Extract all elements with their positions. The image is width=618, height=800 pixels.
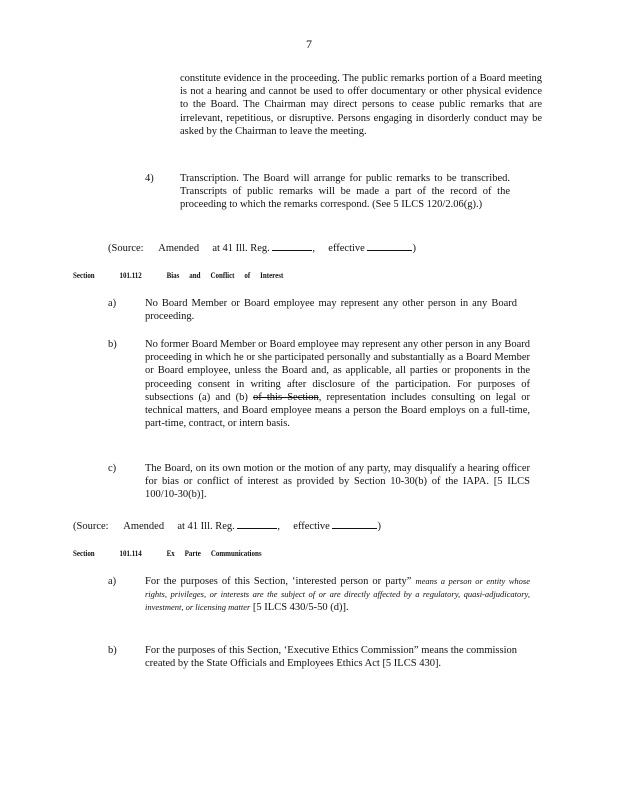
ex-parte-a-italic: means a person or entity whose rights, privileges, or interests are the subject of or are directly affected by a regulatory, quasi-adjudicatory, investment, or licensing matter	[145, 576, 531, 613]
ex-parte-a-text	[145, 575, 530, 615]
subsection-b-part1: No former Board Member or Board employee may represent any other person in any Board proceeding in which he or she participated personally and substantially as a Board Member or Board employee, unless the Board and, as applicable, all parties or proponents in the proceeding consent in writing after disclosure of the participation. For purposes of subsections (a) and (b)	[145, 339, 530, 403]
subsection-b-label: b)	[108, 339, 117, 350]
source-amended: Amended	[123, 521, 165, 532]
section-heading-101-112	[73, 270, 283, 280]
section-number: 101.114	[119, 548, 142, 558]
section-title: Ex Parte Communications	[166, 548, 262, 558]
ex-parte-a-citation: [5 ILCS 430/5-50 (d)].	[252, 602, 349, 614]
subsection-c-label: c)	[108, 463, 117, 474]
ex-parte-b-text: For the purposes of this Section, ‘Executive Ethics Commission” means the commission created by the State Officials and Employees Ethics Act [5 ILCS 430].	[145, 645, 517, 670]
source-open: (Source:	[73, 521, 109, 532]
ex-parte-a-lead: For the purposes of this Section, ‘interested person or party”	[145, 576, 412, 587]
item-4-text	[180, 172, 510, 212]
subsection-a-text: No Board Member or Board employee may represent any other person in any Board proceeding.	[145, 298, 517, 323]
item-4-body: The Board will arrange for public remarks to be transcribed. Transcripts of public remarks will be made a part of the record of the proceeding to which the remarks correspond. (See 5 ILCS 120/2.06(g).)	[180, 173, 511, 211]
section-heading-101-114	[73, 548, 262, 558]
ex-parte-a-label: a)	[108, 576, 117, 587]
source-register: at 41 Ill. Reg.	[177, 521, 235, 532]
register-blank	[272, 240, 312, 251]
subsection-b-text	[145, 338, 530, 430]
source-comma: ,	[277, 521, 281, 532]
source-open: (Source:	[108, 243, 144, 254]
ex-parte-b-label: b)	[108, 645, 117, 656]
item-4-label: 4)	[145, 173, 154, 184]
subsection-b-part2: , representation includes consulting on legal or technical matters, and Board employee means a person the Board employs on a full-time, part-time, contract, or intern basis.	[145, 391, 530, 430]
paragraph-public-remarks: constitute evidence in the proceeding. The public remarks portion of a Board meeting is not a hearing and cannot be used to offer documentary or other physical evidence to the Board. The Chairman may direct persons to cease public remarks that are irrelevant, repetitious, or disruptive. Persons engaging in disorderly conduct may be asked by the Chairman to leave the meeting.	[180, 73, 542, 137]
effective-blank	[367, 240, 412, 251]
page-number: 7	[306, 37, 312, 51]
item-4-heading: Transcription.	[180, 173, 239, 184]
source-effective: effective	[293, 521, 330, 532]
source-register: at 41 Ill. Reg.	[212, 243, 270, 254]
register-blank	[237, 518, 277, 529]
subsection-a-label: a)	[108, 298, 117, 309]
section-title: Bias and Conflict of Interest	[166, 270, 284, 280]
source-note-2	[73, 518, 381, 532]
section-label: Section	[73, 548, 95, 558]
source-close: )	[412, 243, 416, 254]
source-close: )	[377, 521, 381, 532]
struck-text: of this Section	[253, 391, 319, 403]
section-number: 101.112	[119, 270, 142, 280]
effective-blank	[332, 518, 377, 529]
source-comma: ,	[312, 243, 316, 254]
source-effective: effective	[328, 243, 365, 254]
source-note-1	[108, 240, 416, 254]
section-label: Section	[73, 270, 95, 280]
source-amended: Amended	[158, 243, 200, 254]
subsection-c-text: The Board, on its own motion or the motion of any party, may disqualify a hearing officer for bias or conflict of interest as provided by Section 10-30(b) of the IAPA. [5 ILCS 100/10-30(b)].	[145, 463, 530, 501]
